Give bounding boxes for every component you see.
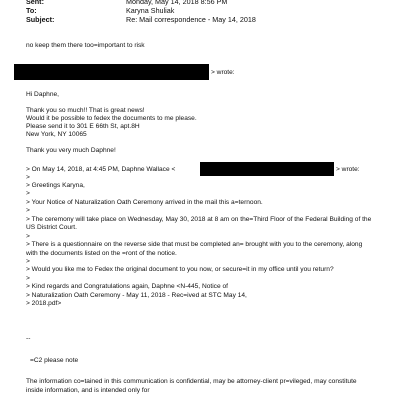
quote-questionnaire-line-1: > There is a questionnaire on the reverse side that must be completed an= brought with you to the ceremony, along [26, 241, 363, 248]
quote-kind-line-3: > 2018.pdf> [26, 300, 62, 307]
wrote-suffix: > wrote: [211, 69, 235, 76]
reply-line-1: Thank you so much!! That is great news! [26, 107, 145, 114]
subject-label: Subject: [26, 15, 55, 24]
sent-value: Monday, May 14, 2018 8:56 PM [126, 0, 228, 6]
to-value: Karyna Shuliak [126, 6, 175, 15]
greeting: Hi Daphne, [26, 91, 59, 98]
redaction-email [200, 162, 334, 176]
quote-blank: > [26, 190, 30, 197]
to-row [26, 7, 174, 15]
quote-on-line: > On May 14, 2018, at 4:45 PM, Daphne Wallace < [26, 166, 176, 173]
c2-note: =C2 please note [30, 357, 79, 364]
quote-blank: > [26, 275, 30, 282]
quote-blank: > [26, 258, 30, 265]
quote-questionnaire-line-2: with the documents listed on the =ront of the notice. [26, 250, 177, 257]
confidentiality-line-2: inside information, and is intended only for [26, 387, 150, 394]
quote-kind-line-1: > Kind regards and Congratulations again, Daphne <N-445, Notice of [26, 283, 228, 290]
quote-greeting: > Greetings Karyna, [26, 182, 85, 189]
to-label: To: [26, 6, 37, 15]
reply-line-2: Would it be possible to fedex the documents to me please. [26, 115, 197, 122]
confidentiality-line-1: The information co=tained in this communication is confidential, may be attorney-client pr=vileged, may constitute [26, 378, 357, 385]
subject-value: Re: Mail correspondence - May 14, 2018 [126, 15, 256, 24]
quote-ceremony-line-2: US District Court. [26, 224, 77, 231]
reply-line-4: New York, NY 10065 [26, 131, 87, 138]
quote-wrote-suffix: > wrote: [336, 166, 360, 173]
quote-blank: > [26, 174, 30, 181]
thanks-line: Thank you very much Daphne! [26, 147, 116, 154]
redaction-sender [14, 64, 209, 80]
quote-kind-line-2: > Naturalization Oath Ceremony - May 11, 2018 - Rec=ived at STC May 14, [26, 292, 247, 299]
quote-ceremony-line-1: > The ceremony will take place on Wednesday, May 30, 2018 at 8 am on the=Third Floor of the Federal Building of the [26, 216, 372, 223]
subject-row [26, 16, 256, 24]
quote-notice: > Your Notice of Naturalization Oath Ceremony arrived in the mail this a=ternoon. [26, 199, 263, 206]
quote-blank: > [26, 207, 30, 214]
signature-dash: -- [26, 335, 31, 342]
note-line: no keep them there too=important to risk [26, 42, 145, 49]
sent-label: Sent: [26, 0, 44, 6]
quote-fedex: > Would you like me to Fedex the original document to you now, or secure=it in my office until you return? [26, 266, 334, 273]
quote-blank: > [26, 233, 30, 240]
reply-line-3: Please send it to 301 E 66th St, apt.8H [26, 123, 140, 130]
